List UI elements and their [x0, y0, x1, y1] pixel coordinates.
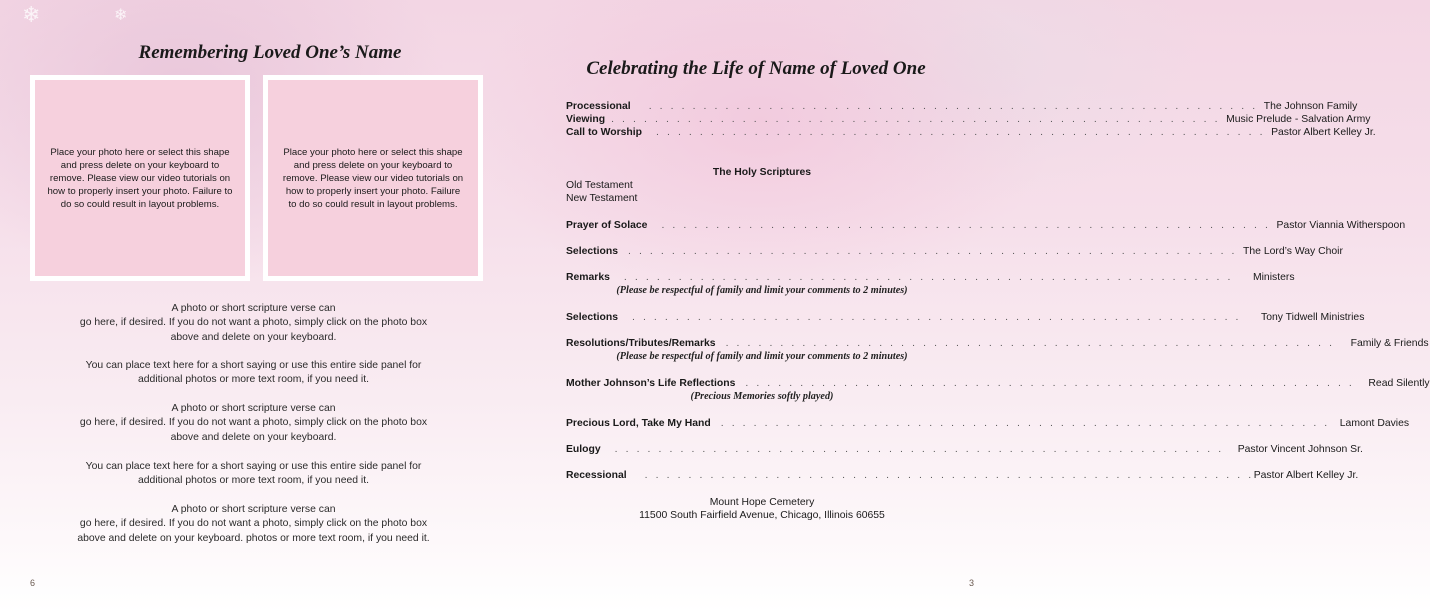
program-item	[566, 417, 1410, 430]
text-block[interactable]	[30, 460, 477, 489]
text-line: A photo or short scripture verse can	[171, 403, 336, 414]
leader-dots: . . . . . . . . . . . . . . . . . . . . . . . . . . . . . . . . . . . . . . . . . . . . . . . . . . . . . . . .	[720, 418, 1330, 429]
program-value: Ministers	[1252, 272, 1295, 283]
program-value: The Johnson Family	[1263, 101, 1358, 112]
program-value: Pastor Albert Kelley Jr.	[1253, 470, 1359, 481]
leader-dots: . . . . . . . . . . . . . . . . . . . . . . . . . . . . . . . . . . . . . . . . . . . . . . . . . . . . . . . .	[725, 338, 1335, 349]
text-line: above and delete on your keyboard.	[170, 331, 337, 343]
leader-dots: . . . . . . . . . . . . . . . . . . . . . . . . . . . . . . . . . . . . . . . . . . . . . . . . . . . . . . . .	[631, 312, 1242, 323]
left-page	[0, 0, 504, 612]
program-label: Resolutions/Tributes/Remarks	[566, 338, 716, 349]
scripture-item: Old Testament	[566, 180, 633, 192]
program-row	[566, 100, 1358, 113]
text-line: go here, if desired. If you do not want a photo, simply click on the photo box	[79, 317, 428, 329]
program-value: Lamont Davies	[1339, 418, 1410, 429]
scriptures-section	[566, 166, 958, 206]
program-value: The Lord’s Way Choir	[1243, 246, 1343, 257]
photo-placeholder-text: Place your photo here or select this shape and press delete on your keyboard to remove. Please view our video tutorials on how to properly insert your photo. Failure to do so could result in layout problems.	[268, 80, 478, 276]
program-label: Processional	[566, 101, 631, 112]
text-line: You can place text here for a short saying or use this entire side panel for	[85, 461, 422, 472]
leader-dots: . . . . . . . . . . . . . . . . . . . . . . . . . . . . . . . . . . . . . . . . . . . . . . . . . . . . . . . .	[745, 378, 1355, 389]
sparkle-decoration-icon: ❄	[114, 7, 128, 24]
leader-dots: . . . . . . . . . . . . . . . . . . . . . . . . . . . . . . . . . . . . . . . . . . . . . . . . . . . . . . . .	[611, 114, 1221, 126]
program-label: Viewing	[566, 114, 606, 126]
program-label: Mother Johnson’s Life Reflections	[566, 378, 736, 389]
program-top	[566, 100, 1376, 140]
leader-dots: . . . . . . . . . . . . . . . . . . . . . . . . . . . . . . . . . . . . . . . . . . . . . . . . . . . . . . . .	[627, 246, 1238, 257]
text-block[interactable]	[30, 359, 477, 388]
program-label: Recessional	[566, 470, 627, 481]
text-block[interactable]	[30, 302, 477, 345]
page-number: 3	[969, 578, 975, 588]
program-label: Remarks	[566, 272, 610, 283]
program-label: Eulogy	[566, 444, 601, 455]
program-value: Read Silently	[1368, 378, 1430, 389]
cemetery-name: Mount Hope Cemetery	[709, 497, 815, 508]
text-line: additional photos or more text room, if you need it.	[137, 475, 370, 487]
text-block[interactable]	[30, 503, 477, 546]
page-number: 6	[30, 578, 36, 588]
leader-dots: . . . . . . . . . . . . . . . . . . . . . . . . . . . . . . . . . . . . . . . . . . . . . . . . . . . . . . . .	[661, 220, 1271, 231]
leader-dots: . . . . . . . . . . . . . . . . . . . . . . . . . . . . . . . . . . . . . . . . . . . . . . . . . . . . . . . .	[623, 272, 1233, 283]
program-item	[566, 469, 1359, 482]
program-label: Prayer of Solace	[566, 220, 648, 231]
text-line: above and delete on your keyboard. photos or more text room, if you need it.	[77, 532, 430, 544]
program-value: Pastor Albert Kelley Jr.	[1271, 127, 1376, 139]
program-row	[566, 113, 1371, 126]
leader-dots: . . . . . . . . . . . . . . . . . . . . . . . . . . . . . . . . . . . . . . . . . . . . . . . . . . . . . . . .	[656, 127, 1266, 139]
left-page-title: Remembering Loved One’s Name	[138, 42, 402, 63]
program-label: Selections	[566, 312, 618, 323]
program-item	[566, 271, 1295, 297]
scriptures-heading: The Holy Scriptures	[712, 167, 812, 178]
program-item	[566, 245, 1343, 258]
program-item	[566, 219, 1406, 232]
text-line: A photo or short scripture verse can	[171, 303, 336, 314]
program-item	[566, 337, 1429, 363]
text-line: above and delete on your keyboard.	[170, 431, 337, 443]
burial-info	[566, 496, 958, 522]
program-item	[566, 443, 1363, 456]
program-label: Precious Lord, Take My Hand	[566, 418, 711, 429]
program-item	[566, 377, 1430, 403]
program-note: (Please be respectful of family and limit your comments to 2 minutes)	[616, 351, 908, 363]
text-block[interactable]	[30, 402, 477, 445]
program-label: Call to Worship	[566, 127, 643, 139]
program-value: Family & Friends	[1350, 338, 1429, 349]
text-line: You can place text here for a short saying or use this entire side panel for	[85, 360, 422, 371]
program-note: (Precious Memories softly played)	[690, 391, 834, 403]
leader-dots: . . . . . . . . . . . . . . . . . . . . . . . . . . . . . . . . . . . . . . . . . . . . . . . . . . . . . . . .	[648, 101, 1258, 112]
text-line: A photo or short scripture verse can	[171, 504, 336, 515]
program-value: Tony Tidwell Ministries	[1261, 312, 1365, 323]
program-item	[566, 311, 1365, 324]
right-page	[504, 0, 1430, 612]
program-value: Pastor Viannia Witherspoon	[1276, 220, 1406, 231]
sparkle-decoration-icon: ❄	[22, 2, 41, 27]
cemetery-address: 11500 South Fairfield Avenue, Chicago, Illinois 60655	[639, 510, 885, 522]
leader-dots: . . . . . . . . . . . . . . . . . . . . . . . . . . . . . . . . . . . . . . . . . . . . . . . . . . . . . . . .	[614, 444, 1224, 455]
scripture-item: New Testament	[566, 193, 638, 205]
program-label: Selections	[566, 246, 618, 257]
photo-placeholder-1[interactable]	[30, 75, 250, 281]
program-note: (Please be respectful of family and limit your comments to 2 minutes)	[616, 285, 908, 297]
right-page-title: Celebrating the Life of Name of Loved One	[586, 58, 926, 79]
text-line: additional photos or more text room, if you need it.	[137, 374, 370, 386]
text-line: go here, if desired. If you do not want a photo, simply click on the photo box	[79, 518, 428, 530]
leader-dots: . . . . . . . . . . . . . . . . . . . . . . . . . . . . . . . . . . . . . . . . . . . . . . . . . . . . . . . .	[644, 470, 1254, 481]
photo-placeholder-2[interactable]	[263, 75, 483, 281]
program-row	[566, 126, 1376, 139]
program-value: Music Prelude - Salvation Army	[1226, 114, 1371, 126]
text-line: go here, if desired. If you do not want a photo, simply click on the photo box	[79, 417, 428, 429]
photo-placeholder-text: Place your photo here or select this shape and press delete on your keyboard to remove. Please view our video tutorials on how to properly insert your photo. Failure to do so could result in layout problems.	[35, 80, 245, 276]
program-value: Pastor Vincent Johnson Sr.	[1237, 444, 1363, 455]
